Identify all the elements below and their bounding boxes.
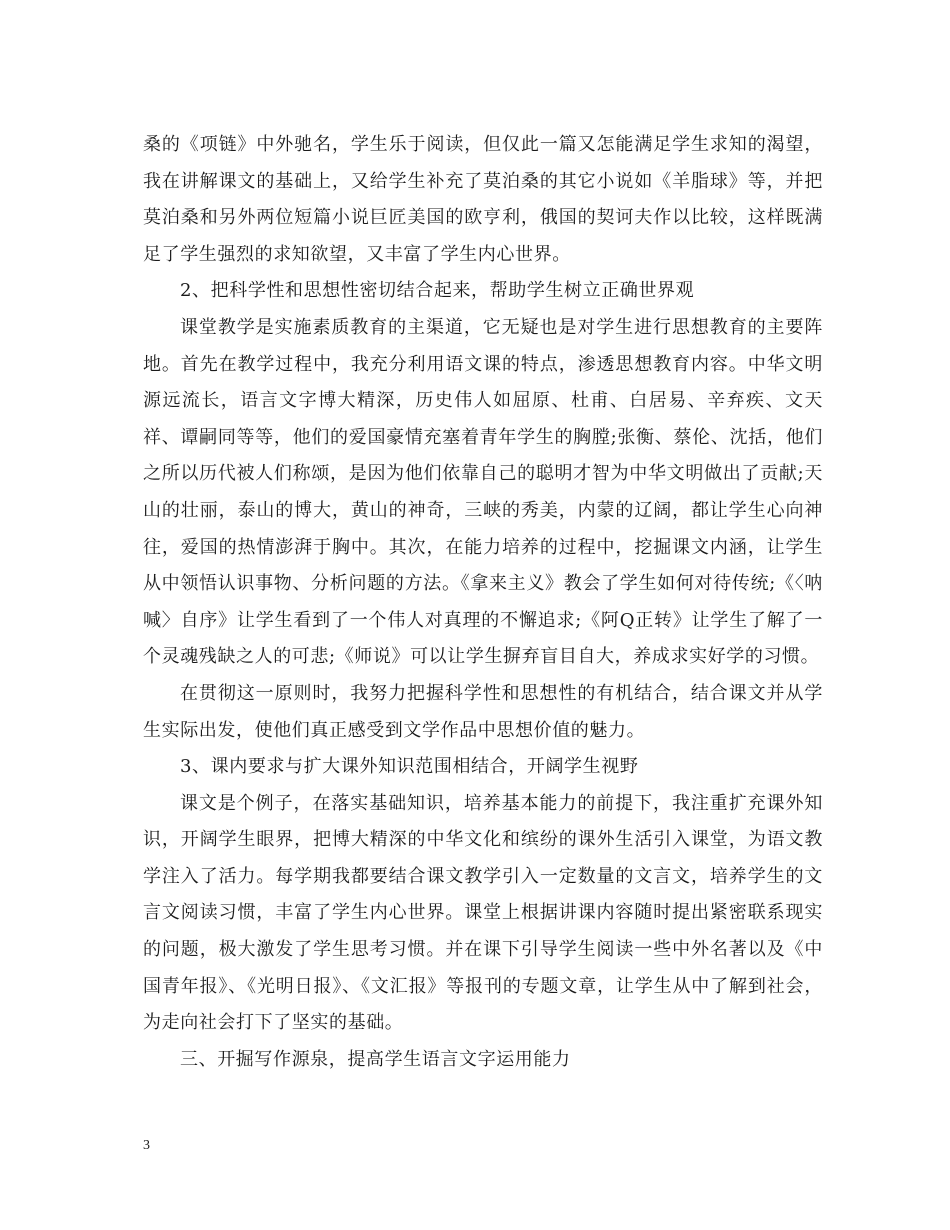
paragraph-principle: 在贯彻这一原则时，我努力把握科学性和思想性的有机结合，结合课文并从学生实际出发，使他们真正感受到文学作品中思想价值的魅力。	[143, 682, 823, 741]
section-heading-3: 3、课内要求与扩大课外知识范围相结合，开阔学生视野	[180, 756, 639, 778]
section-heading-three: 三、开掘写作源泉，提高学生语言文字运用能力	[180, 1048, 571, 1070]
paragraph-extracurricular: 课文是个例子，在落实基础知识，培养基本能力的前提下，我注重扩充课外知识，开阔学生眼界，把博大精深的中华文化和缤纷的课外生活引入课堂，为语文教学注入了活力。每学期我都要结合课文教学引入一定数量的文言文，培养学生的文言文阅读习惯，丰富了学生内心世界。课堂上根据讲课内容随时提出紧密联系现实的问题，极大激发了学生思考习惯。并在课下引导学生阅读一些中外名著以及《中国青年报》、《光明日报》、《文汇报》等报刊的专题文章，让学生从中了解到社会，为走向社会打下了坚实的基础。	[143, 792, 823, 1034]
paragraph-continuation: 桑的《项链》中外驰名，学生乐于阅读，但仅此一篇又怎能满足学生求知的渴望，我在讲解课文的基础上，又给学生补充了莫泊桑的其它小说如《羊脂球》等，并把莫泊桑和另外两位短篇小说巨匠美国的欧亨利，俄国的契诃夫作以比较，这样既满足了学生强烈的求知欲望，又丰富了学生内心世界。	[143, 134, 823, 265]
section-heading-2: 2、把科学性和思想性密切结合起来，帮助学生树立正确世界观	[180, 280, 695, 302]
document-body	[143, 127, 823, 1078]
paragraph-classroom-teaching: 课堂教学是实施素质教育的主渠道，它无疑也是对学生进行思想教育的主要阵地。首先在教学过程中，我充分利用语文课的特点，渗透思想教育内容。中华文明源远流长，语言文字博大精深，历史伟人如屈原、杜甫、白居易、辛弃疾、文天祥、谭嗣同等等，他们的爱国豪情充塞着青年学生的胸膛;张衡、蔡伦、沈括，他们之所以历代被人们称颂，是因为他们依靠自己的聪明才智为中华文明做出了贡献;天山的壮丽，泰山的博大，黄山的神奇，三峡的秀美，内蒙的辽阔，都让学生心向神往，爱国的热情澎湃于胸中。其次，在能力培养的过程中，挖掘课文内涵，让学生从中领悟认识事物、分析问题的方法。《拿来主义》教会了学生如何对待传统;《〈呐喊〉自序》让学生看到了一个伟人对真理的不懈追求;《阿Q正转》让学生了解了一个灵魂残缺之人的可悲;《师说》可以让学生摒弃盲目自大，养成求实好学的习惯。	[143, 316, 823, 668]
page-number: 3	[143, 1138, 150, 1153]
